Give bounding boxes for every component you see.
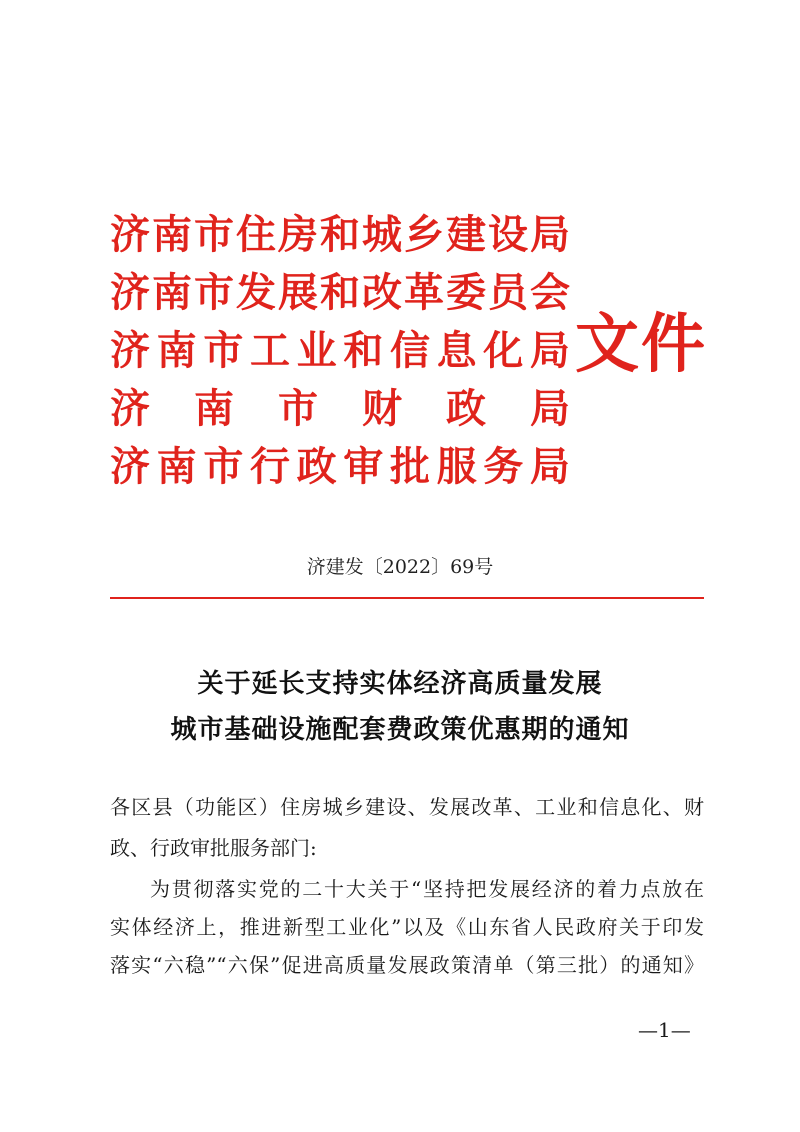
issuer-char: 和 (320, 269, 360, 316)
issuer-char: 展 (278, 269, 318, 316)
issuer-line-4 (110, 384, 570, 434)
document-title-line-1: 关于延长支持实体经济高质量发展 (197, 669, 603, 699)
issuer-char: 市 (194, 269, 234, 316)
issuer-line-2 (110, 268, 570, 318)
issuer-char: 济 (110, 211, 150, 258)
issuer-char: 房 (278, 211, 318, 258)
paragraph-1-line-2: 实体经济上，推进新型工业化”以及《山东省人民政府关于印发 (110, 915, 704, 939)
issuer-char: 会 (530, 269, 570, 316)
issuer-line-3 (110, 326, 570, 376)
issuer-char: 化 (483, 327, 524, 374)
issuer-char: 局 (530, 211, 570, 258)
issuer-char: 济 (110, 327, 150, 374)
issuer-char: 员 (488, 269, 528, 316)
issuer-char: 改 (362, 269, 402, 316)
issuer-char: 南 (152, 211, 192, 258)
issuer-char: 乡 (404, 211, 444, 258)
issuer-char: 建 (446, 211, 486, 258)
issuer-char: 审 (343, 443, 384, 490)
document-title-line-2: 城市基础设施配套费政策优惠期的通知 (170, 715, 630, 745)
issuer-char: 南 (156, 443, 197, 490)
issuer-line-1 (110, 210, 570, 260)
paragraph-1-line-3: 落实“六稳”“六保”促进高质量发展政策清单（第三批）的通知》 (110, 953, 704, 977)
red-separator-line (110, 597, 704, 599)
issuer-line-5 (110, 442, 570, 492)
issuer-char: 市 (203, 327, 244, 374)
page-number: —1— (638, 1018, 691, 1042)
issuer-char: 批 (389, 443, 430, 490)
addressee-line-1: 各区县（功能区）住房城乡建设、发展改革、工业和信息化、财 (110, 795, 704, 819)
issuer-char: 南 (194, 385, 234, 432)
issuer-char: 政 (446, 385, 486, 432)
document-suffix-wenjian: 文件 (575, 307, 707, 382)
issuer-char: 南 (152, 269, 192, 316)
issuer-char: 济 (110, 269, 150, 316)
issuer-char: 城 (362, 211, 402, 258)
addressee-line-2: 政、行政审批服务部门: (110, 836, 317, 860)
issuer-char: 服 (436, 443, 477, 490)
issuer-char: 行 (249, 443, 290, 490)
issuer-char: 济 (110, 443, 150, 490)
issuer-char: 发 (236, 269, 276, 316)
issuer-char: 市 (194, 211, 234, 258)
paragraph-1-line-1: 为贯彻落实党的二十大关于“坚持把发展经济的着力点放在 (150, 877, 704, 901)
document-number: 济建发〔2022〕69号 (306, 556, 494, 578)
issuer-char: 和 (343, 327, 384, 374)
issuer-char: 市 (203, 443, 244, 490)
issuer-char: 局 (529, 443, 570, 490)
issuer-char: 和 (320, 211, 360, 258)
issuer-char: 信 (389, 327, 430, 374)
issuer-char: 政 (296, 443, 337, 490)
issuer-char: 市 (278, 385, 318, 432)
issuer-char: 局 (529, 327, 570, 374)
issuer-char: 革 (404, 269, 444, 316)
issuer-char: 设 (488, 211, 528, 258)
issuer-char: 息 (436, 327, 477, 374)
issuer-char: 业 (296, 327, 337, 374)
issuer-char: 委 (446, 269, 486, 316)
issuer-char: 南 (156, 327, 197, 374)
issuer-char: 济 (110, 385, 150, 432)
issuer-char: 局 (530, 385, 570, 432)
issuer-char: 住 (236, 211, 276, 258)
issuer-char: 工 (249, 327, 290, 374)
issuer-char: 财 (362, 385, 402, 432)
issuer-char: 务 (483, 443, 524, 490)
